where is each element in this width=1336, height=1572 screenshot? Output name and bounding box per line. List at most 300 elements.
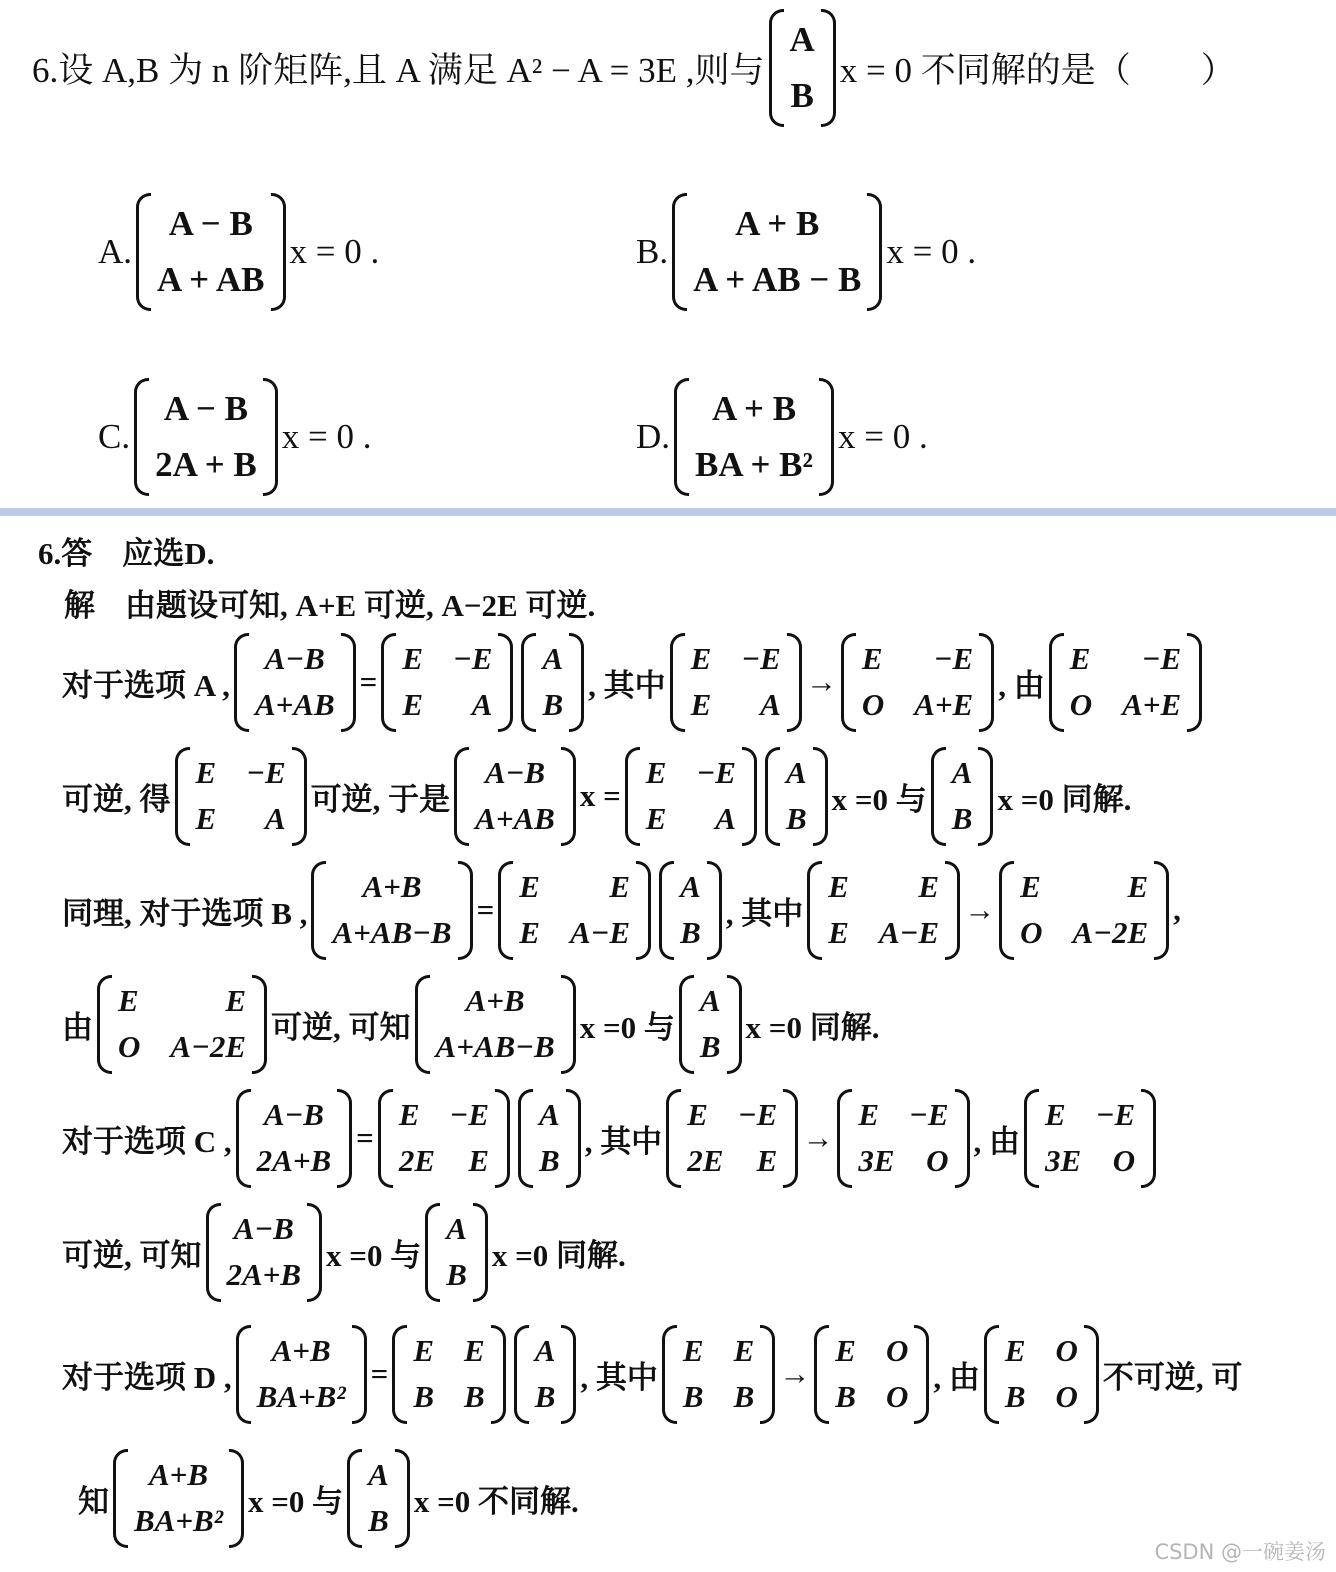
option-tail: x = 0 .	[886, 232, 977, 271]
left-paren	[518, 1089, 533, 1188]
matrix-entry: A	[789, 20, 815, 59]
matrix-entry: A+AB	[254, 687, 335, 722]
right-paren	[252, 975, 267, 1074]
matrix-entry: A + B	[735, 204, 820, 243]
matrix-entry: E	[519, 915, 540, 950]
right-paren	[813, 747, 828, 846]
matrix-row	[1070, 636, 1181, 683]
right-paren	[978, 747, 993, 846]
matrix-row	[646, 750, 736, 797]
matrix-entry: −E	[449, 1096, 489, 1132]
derivation-line	[62, 746, 1131, 846]
left-paren	[666, 1089, 681, 1188]
matrix	[1049, 633, 1202, 732]
matrix-row	[399, 1138, 489, 1185]
matrix-row	[858, 1092, 948, 1139]
right-paren	[307, 1203, 322, 1302]
left-paren	[999, 861, 1014, 960]
matrix-entry: A−E	[569, 915, 631, 950]
matrix	[837, 1089, 969, 1188]
right-paren	[341, 633, 356, 732]
matrix-entry: −E	[453, 640, 493, 676]
matrix-row	[399, 1092, 489, 1139]
left-paren	[514, 1325, 529, 1424]
derivation-text: , 由	[933, 1359, 980, 1395]
derivation-text: →	[805, 664, 837, 699]
matrix-entry: A	[785, 754, 807, 790]
matrix-row	[1020, 864, 1148, 911]
matrix-entry: B	[368, 1503, 389, 1538]
answer-choice: 应选D.	[122, 535, 215, 571]
matrix-row	[368, 1452, 389, 1499]
derivation-text: x =0 与	[579, 1009, 675, 1045]
matrix-entry: −E	[741, 640, 781, 676]
right-paren	[395, 1449, 410, 1548]
matrix-row	[257, 1374, 346, 1421]
matrix-entry: 2A+B	[256, 1143, 332, 1178]
matrix-entry: A + AB	[157, 260, 265, 299]
left-paren	[837, 1089, 852, 1188]
matrix-entry: E	[1020, 868, 1041, 904]
matrix-entry: A	[264, 801, 286, 836]
matrix-entry: E	[858, 1096, 880, 1132]
matrix-entry: E	[413, 1332, 434, 1368]
matrix-row	[227, 1206, 302, 1253]
matrix-row	[828, 864, 939, 911]
matrix-entry: O	[885, 1379, 909, 1414]
matrix-entry: E	[225, 982, 247, 1018]
left-paren	[679, 975, 694, 1074]
matrix	[518, 1089, 581, 1188]
left-paren	[454, 747, 469, 846]
solution-premise	[64, 582, 595, 622]
matrix-entry: A	[680, 868, 701, 904]
premise-text: 由题设可知, A+E 可逆, A−2E 可逆.	[125, 587, 596, 623]
matrix-entry: −E	[737, 1096, 778, 1132]
matrix-row	[535, 1328, 556, 1375]
matrix-entry: 2A+B	[226, 1257, 302, 1292]
matrix-entry: A+B	[148, 1456, 209, 1492]
option-label: C.	[98, 417, 131, 456]
right-paren	[727, 975, 742, 1074]
right-paren	[1154, 861, 1169, 960]
matrix-entry: E	[690, 640, 712, 676]
matrix-entry: A	[542, 640, 564, 676]
left-paren	[234, 633, 249, 732]
right-paren	[1187, 633, 1202, 732]
matrix-row	[446, 1206, 467, 1253]
matrix	[841, 633, 994, 732]
matrix-entry: E	[195, 801, 217, 836]
matrix-entry: E	[402, 640, 423, 676]
matrix-entry: A − B	[168, 204, 253, 243]
derivation-text: 同理, 对于选项 B ,	[62, 895, 308, 931]
matrix	[765, 747, 828, 846]
derivation-text: x =0 同解.	[491, 1237, 626, 1273]
derivation-text: →	[964, 892, 996, 927]
matrix-row	[519, 864, 630, 911]
matrix-row	[680, 910, 701, 957]
option-c	[98, 381, 372, 493]
matrix-row	[835, 1328, 908, 1375]
question-intro: 6.设 A,B 为 n 阶矩阵,且 A 满足 A² − A = 3E ,则与	[32, 51, 765, 90]
matrix-entry: E	[645, 754, 667, 790]
matrix-entry: B	[542, 687, 564, 722]
matrix	[814, 1325, 929, 1424]
matrix-row	[368, 1498, 389, 1545]
matrix-entry: −E	[933, 640, 974, 676]
solution-section	[0, 516, 1336, 1572]
matrix	[999, 861, 1169, 960]
matrix-entry: B	[951, 801, 973, 836]
matrix-row	[134, 1498, 223, 1545]
matrix-entry: O	[1020, 915, 1043, 950]
matrix-row	[1045, 1092, 1135, 1139]
matrix	[498, 861, 651, 960]
matrix-entry: B	[539, 1143, 560, 1178]
right-paren	[495, 1089, 510, 1188]
matrix	[454, 747, 576, 846]
left-paren	[498, 861, 513, 960]
matrix-row	[952, 750, 973, 797]
matrix	[378, 1089, 510, 1188]
right-paren	[636, 861, 651, 960]
matrix-row	[539, 1092, 560, 1139]
matrix-entry: E	[682, 1332, 704, 1368]
matrix-row	[952, 796, 973, 843]
derivation-text: x =0 与	[831, 781, 927, 817]
derivation-text: x =0 同解.	[997, 781, 1132, 817]
option-matrix	[134, 378, 278, 496]
option-label: A.	[98, 232, 133, 271]
matrix-entry: E	[398, 1096, 420, 1132]
derivation-text: x =0 与	[248, 1483, 344, 1519]
option-tail: x = 0 .	[281, 417, 372, 456]
right-paren	[1084, 1325, 1099, 1424]
matrix-entry: B	[790, 76, 814, 115]
derivation-text: 可逆, 于是	[310, 781, 451, 817]
matrix-entry: BA+B²	[134, 1503, 223, 1538]
matrix-entry: A	[368, 1456, 389, 1492]
matrix-row	[862, 636, 973, 683]
derivation-text: x =	[579, 778, 621, 813]
matrix-entry: O	[1055, 1332, 1078, 1368]
left-paren	[175, 747, 190, 846]
matrix	[236, 1089, 353, 1188]
matrix-entry: −E	[909, 1096, 949, 1132]
matrix-entry: O	[1112, 1143, 1136, 1178]
derivation-text: x =0 不同解.	[413, 1483, 579, 1519]
question-column-matrix	[769, 9, 836, 127]
matrix-row	[118, 978, 246, 1025]
matrix-entry: A−B	[264, 640, 325, 676]
matrix	[392, 1325, 505, 1424]
matrix-row	[683, 1328, 754, 1375]
matrix	[625, 747, 757, 846]
derivation-text: →	[779, 1356, 811, 1391]
matrix-entry: E	[828, 915, 849, 950]
matrix-entry: 2E	[687, 1143, 724, 1178]
left-paren	[311, 861, 326, 960]
matrix-row	[255, 682, 335, 729]
matrix-row	[691, 636, 781, 683]
matrix	[206, 1203, 323, 1302]
matrix-entry: O	[861, 687, 885, 722]
matrix-row	[646, 796, 736, 843]
matrix-row	[402, 636, 492, 683]
matrix	[659, 861, 722, 960]
matrix-entry: E	[918, 868, 940, 904]
matrix	[175, 747, 307, 846]
left-paren	[807, 861, 822, 960]
matrix-entry: E	[756, 1143, 778, 1178]
left-paren	[984, 1325, 999, 1424]
matrix-entry: A	[539, 1096, 560, 1132]
matrix-entry: E	[118, 982, 139, 1018]
matrix	[311, 861, 472, 960]
matrix-entry: E	[733, 1332, 755, 1368]
matrix-row	[687, 1092, 777, 1139]
matrix-entry: 3E	[1045, 1143, 1082, 1178]
question-section	[0, 0, 1336, 508]
matrix-entry: B	[413, 1379, 434, 1414]
matrix-entry: B	[682, 1379, 704, 1414]
matrix-row	[1005, 1374, 1078, 1421]
left-paren	[236, 1089, 251, 1188]
matrix-entry: BA + B²	[695, 445, 814, 484]
matrix-row	[257, 1328, 346, 1375]
right-paren	[561, 747, 576, 846]
right-paren	[783, 1089, 798, 1188]
matrix-row	[828, 910, 939, 957]
matrix-entry: A−E	[878, 915, 940, 950]
matrix-entry: B	[785, 801, 807, 836]
derivation-text: ,	[1173, 892, 1181, 927]
matrix-row	[332, 910, 451, 957]
right-paren	[337, 1089, 352, 1188]
matrix-entry: E	[1127, 868, 1149, 904]
option-label: D.	[636, 417, 671, 456]
matrix-entry: E	[1004, 1332, 1026, 1368]
right-paren	[566, 1089, 581, 1188]
left-paren	[206, 1203, 221, 1302]
left-paren	[236, 1325, 251, 1424]
matrix-entry: A−B	[233, 1210, 294, 1246]
matrix-entry: B	[680, 915, 701, 950]
derivation-text: =	[359, 664, 378, 699]
left-paren	[765, 747, 780, 846]
matrix-entry: A−2E	[170, 1029, 247, 1064]
derivation-text: 知	[78, 1483, 109, 1519]
matrix-row	[835, 1374, 908, 1421]
question-tail: x = 0 不同解的是（ ）	[839, 51, 1236, 90]
derivation-text: 对于选项 A ,	[62, 667, 230, 703]
left-paren	[97, 975, 112, 1074]
matrix-row	[862, 682, 973, 729]
matrix-entry: A+AB	[475, 801, 555, 836]
derivation-text: , 其中	[580, 1359, 658, 1395]
matrix-entry: E	[609, 868, 631, 904]
matrix-entry: O	[1069, 687, 1093, 722]
derivation-text: =	[370, 1356, 389, 1391]
matrix-row	[196, 750, 286, 797]
right-paren	[945, 861, 960, 960]
matrix-row	[255, 636, 335, 683]
matrix	[521, 633, 584, 732]
matrix-entry: O	[885, 1332, 909, 1368]
derivation-text: x =0 与	[326, 1237, 422, 1273]
left-paren	[625, 747, 640, 846]
option-matrix	[672, 193, 882, 311]
matrix-row	[519, 910, 630, 957]
matrix	[666, 1089, 798, 1188]
matrix-entry: A	[715, 801, 736, 836]
derivation-text: , 由	[998, 667, 1045, 703]
matrix-row	[196, 796, 286, 843]
right-paren	[561, 1325, 576, 1424]
matrix	[236, 1325, 367, 1424]
matrix-row	[118, 1024, 246, 1071]
matrix-row	[402, 682, 492, 729]
matrix-row	[700, 978, 721, 1025]
left-paren	[392, 1325, 407, 1424]
matrix	[931, 747, 994, 846]
matrix-entry: E	[861, 640, 883, 676]
matrix-entry: B	[464, 1379, 485, 1414]
right-paren	[352, 1325, 367, 1424]
matrix-entry: A	[446, 1210, 467, 1246]
matrix	[113, 1449, 244, 1548]
derivation-line	[62, 632, 1206, 732]
matrix-entry: A−B	[484, 754, 546, 790]
matrix-entry: A + B	[711, 389, 797, 428]
matrix-entry: A − B	[163, 389, 248, 428]
matrix-entry: BA+B²	[256, 1379, 346, 1414]
matrix-entry: A	[760, 687, 781, 722]
derivation-text: 可逆, 得	[62, 781, 171, 817]
matrix-row	[446, 1252, 467, 1299]
matrix-entry: B	[835, 1379, 856, 1414]
left-paren	[1049, 633, 1064, 732]
right-paren	[292, 747, 307, 846]
matrix-entry: A	[951, 754, 973, 790]
right-paren	[742, 747, 757, 846]
derivation-line	[62, 1202, 626, 1302]
matrix-entry: B	[733, 1379, 755, 1414]
matrix	[679, 975, 742, 1074]
left-paren	[659, 861, 674, 960]
matrix	[347, 1449, 410, 1548]
matrix-row	[539, 1138, 560, 1185]
derivation-text: =	[356, 1120, 374, 1155]
matrix-row	[475, 750, 555, 797]
matrix	[662, 1325, 775, 1424]
left-paren	[814, 1325, 829, 1424]
right-paren	[569, 633, 584, 732]
derivation-text: 可逆, 可知	[271, 1009, 411, 1045]
watermark: CSDN @一碗姜汤	[1154, 1540, 1326, 1564]
matrix-entry: −E	[696, 754, 736, 790]
matrix	[381, 633, 513, 732]
matrix-row	[687, 1138, 777, 1185]
matrix-entry: E	[690, 687, 712, 722]
matrix-entry: A	[471, 687, 493, 722]
matrix-entry: B	[699, 1029, 721, 1064]
matrix-entry: 2E	[398, 1143, 436, 1178]
matrix-entry: −E	[1095, 1096, 1136, 1132]
matrix-entry: E	[645, 801, 667, 836]
right-paren	[787, 633, 802, 732]
matrix-entry: −E	[1141, 640, 1182, 676]
matrix-row	[786, 750, 807, 797]
solution-label: 解	[64, 587, 95, 623]
left-paren	[931, 747, 946, 846]
matrix-entry: E	[468, 1143, 489, 1178]
matrix-entry: E	[464, 1332, 485, 1368]
matrix-row	[436, 1024, 555, 1071]
derivation-text: →	[802, 1120, 834, 1155]
matrix-row	[700, 1024, 721, 1071]
matrix-row	[858, 1138, 948, 1185]
left-paren	[425, 1203, 440, 1302]
matrix	[984, 1325, 1099, 1424]
matrix-row	[134, 1452, 223, 1499]
matrix	[514, 1325, 577, 1424]
derivation-text: x =0 同解.	[745, 1009, 880, 1045]
matrix-entry: O	[118, 1029, 141, 1064]
derivation-text: 对于选项 C ,	[62, 1123, 232, 1159]
derivation-line	[62, 974, 879, 1074]
right-paren	[229, 1449, 244, 1548]
matrix-row	[257, 1138, 332, 1185]
option-d	[636, 381, 928, 493]
matrix-entry: E	[1045, 1096, 1066, 1132]
option-tail: x = 0 .	[289, 232, 380, 271]
matrix-entry: A+B	[271, 1332, 331, 1368]
matrix-row	[683, 1374, 754, 1421]
right-paren	[914, 1325, 929, 1424]
matrix-row	[332, 864, 451, 911]
left-paren	[347, 1449, 362, 1548]
right-paren	[979, 633, 994, 732]
answer-number: 6.答	[38, 535, 93, 571]
matrix	[670, 633, 802, 732]
matrix-entry: E	[519, 868, 540, 904]
matrix	[807, 861, 960, 960]
derivation-text: , 由	[973, 1123, 1020, 1159]
left-paren	[378, 1089, 393, 1188]
derivation-text: 可逆, 可知	[62, 1237, 202, 1273]
matrix-entry: A+E	[914, 687, 974, 722]
matrix-entry: B	[1004, 1379, 1026, 1414]
answer-header	[38, 530, 214, 570]
right-paren	[458, 861, 473, 960]
matrix	[1024, 1089, 1156, 1188]
option-label: B.	[636, 232, 669, 271]
matrix	[425, 1203, 488, 1302]
left-paren	[662, 1325, 677, 1424]
matrix-entry: E	[1069, 640, 1091, 676]
derivation-text: , 其中	[584, 1123, 663, 1159]
matrix-row	[257, 1092, 332, 1139]
matrix-row	[1045, 1138, 1135, 1185]
matrix-row	[535, 1374, 556, 1421]
derivation-line	[62, 1088, 1160, 1188]
matrix-row	[691, 682, 781, 729]
question-stem	[32, 12, 1236, 124]
derivation-text: , 其中	[725, 895, 804, 931]
matrix-row	[227, 1252, 302, 1299]
